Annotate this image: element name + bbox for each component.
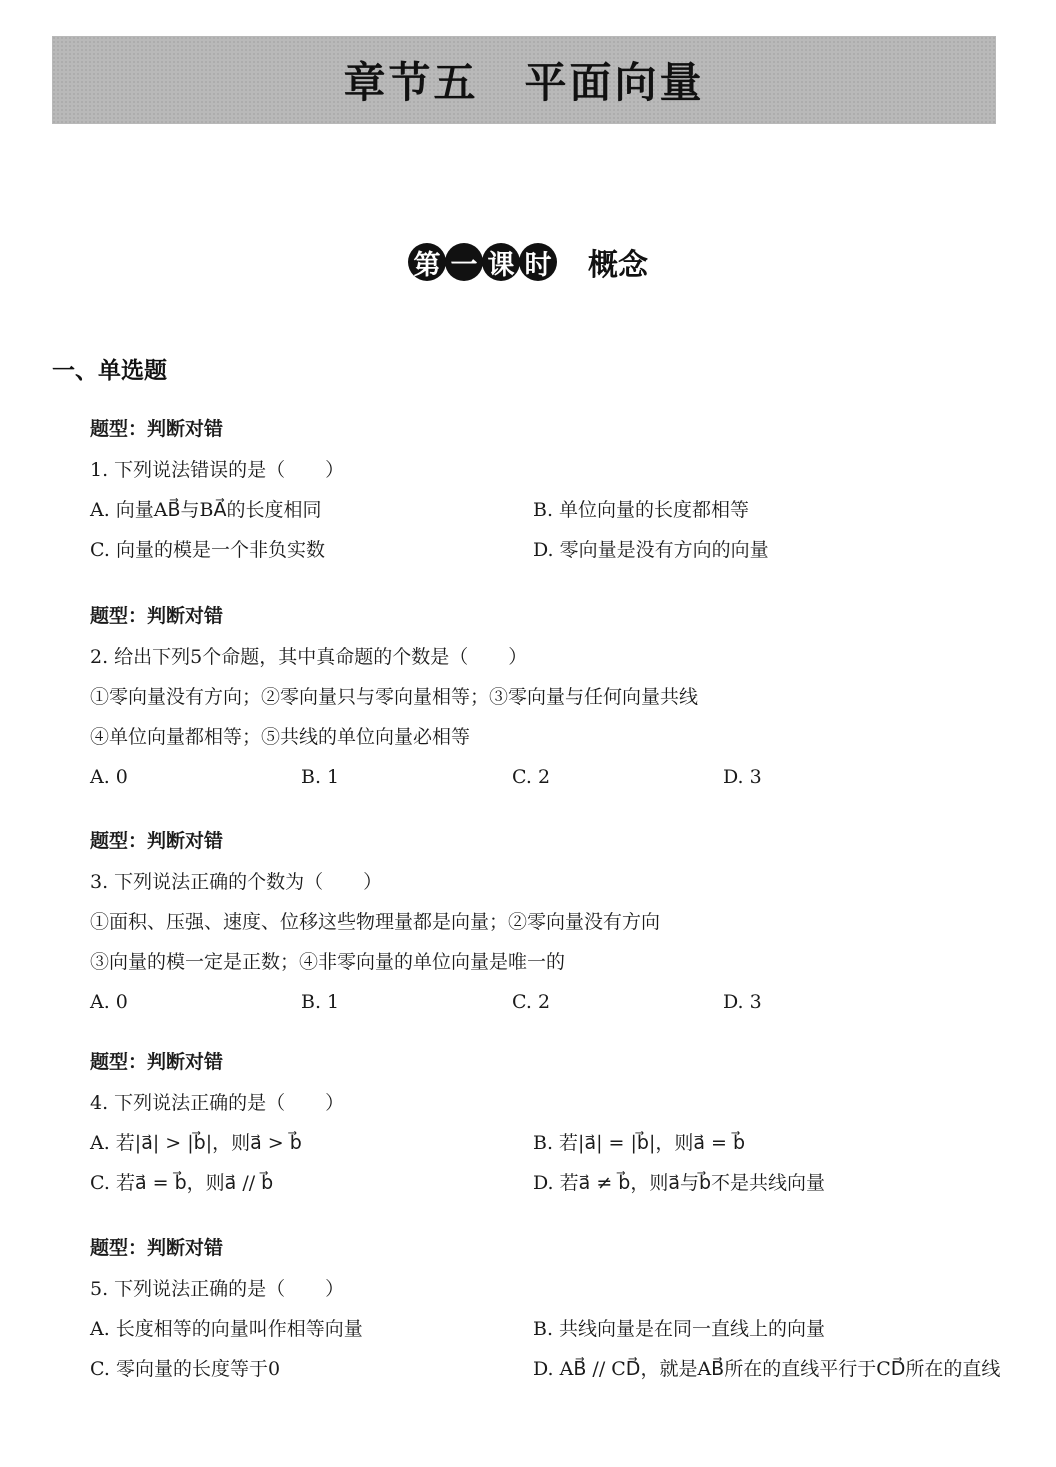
question-stem: 2. 给出下列5个命题，其中真命题的个数是（ ） <box>90 646 528 668</box>
section-heading: 一、单选题 <box>52 358 167 384</box>
option-d[interactable]: D. 3 <box>723 991 762 1013</box>
option-c[interactable]: C. 若a⃗ = b⃗，则a⃗ // b⃗ <box>90 1172 274 1194</box>
question-type: 题型：判断对错 <box>90 605 224 627</box>
question-3 <box>90 826 1000 1016</box>
question-stem: 5. 下列说法正确的是（ ） <box>90 1278 345 1300</box>
chapter-title-right: 平面向量 <box>524 58 705 107</box>
option-b[interactable]: B. 共线向量是在同一直线上的向量 <box>533 1318 826 1340</box>
question-stem: 3. 下列说法正确的个数为（ ） <box>90 871 383 893</box>
question-type: 题型：判断对错 <box>90 1237 224 1259</box>
option-c[interactable]: C. 2 <box>512 766 551 788</box>
option-a[interactable]: A. 若|a⃗| > |b⃗|，则a⃗ > b⃗ <box>90 1132 302 1154</box>
lesson-badge-char: 课 <box>482 243 520 281</box>
option-b[interactable]: B. 1 <box>301 766 340 788</box>
lesson-name: 概念 <box>588 248 648 283</box>
option-a[interactable]: A. 0 <box>90 991 128 1013</box>
option-a[interactable]: A. 0 <box>90 766 128 788</box>
chapter-title <box>343 50 704 110</box>
option-c[interactable]: C. 向量的模是一个非负实数 <box>90 539 325 561</box>
option-d[interactable]: D. 零向量是没有方向的向量 <box>533 539 769 561</box>
option-c[interactable]: C. 零向量的长度等于0 <box>90 1358 281 1380</box>
question-statement: ④单位向量都相等；⑤共线的单位向量必相等 <box>90 726 471 748</box>
option-b[interactable]: B. 1 <box>301 991 340 1013</box>
question-type: 题型：判断对错 <box>90 418 224 440</box>
question-5 <box>90 1233 1000 1383</box>
option-a[interactable]: A. 向量AB⃗与BA⃗的长度相同 <box>90 499 322 521</box>
question-statement: ③向量的模一定是正数；④非零向量的单位向量是唯一的 <box>90 951 566 973</box>
lesson-badge <box>408 243 556 281</box>
question-stem: 1. 下列说法错误的是（ ） <box>90 459 345 481</box>
lesson-badge-char: 第 <box>408 243 446 281</box>
lesson-title <box>0 240 1056 284</box>
lesson-badge-char: 一 <box>445 243 483 281</box>
lesson-badge-char: 时 <box>519 243 557 281</box>
question-4 <box>90 1047 1000 1197</box>
option-b[interactable]: B. 若|a⃗| = |b⃗|，则a⃗ = b⃗ <box>533 1132 746 1154</box>
option-d[interactable]: D. AB⃗ // CD⃗，就是AB⃗所在的直线平行于CD⃗所在的直线 <box>533 1358 1001 1380</box>
question-2 <box>90 601 1000 791</box>
chapter-banner <box>52 36 996 124</box>
question-statement: ①零向量没有方向；②零向量只与零向量相等；③零向量与任何向量共线 <box>90 686 699 708</box>
option-a[interactable]: A. 长度相等的向量叫作相等向量 <box>90 1318 363 1340</box>
question-type: 题型：判断对错 <box>90 830 224 852</box>
option-d[interactable]: D. 若a⃗ ≠ b⃗，则a⃗与b⃗不是共线向量 <box>533 1172 826 1194</box>
option-b[interactable]: B. 单位向量的长度都相等 <box>533 499 750 521</box>
question-1 <box>90 414 1000 564</box>
option-c[interactable]: C. 2 <box>512 991 551 1013</box>
question-stem: 4. 下列说法正确的是（ ） <box>90 1092 345 1114</box>
chapter-title-left: 章节五 <box>343 58 479 107</box>
question-statement: ①面积、压强、速度、位移这些物理量都是向量；②零向量没有方向 <box>90 911 661 933</box>
question-type: 题型：判断对错 <box>90 1051 224 1073</box>
option-d[interactable]: D. 3 <box>723 766 762 788</box>
